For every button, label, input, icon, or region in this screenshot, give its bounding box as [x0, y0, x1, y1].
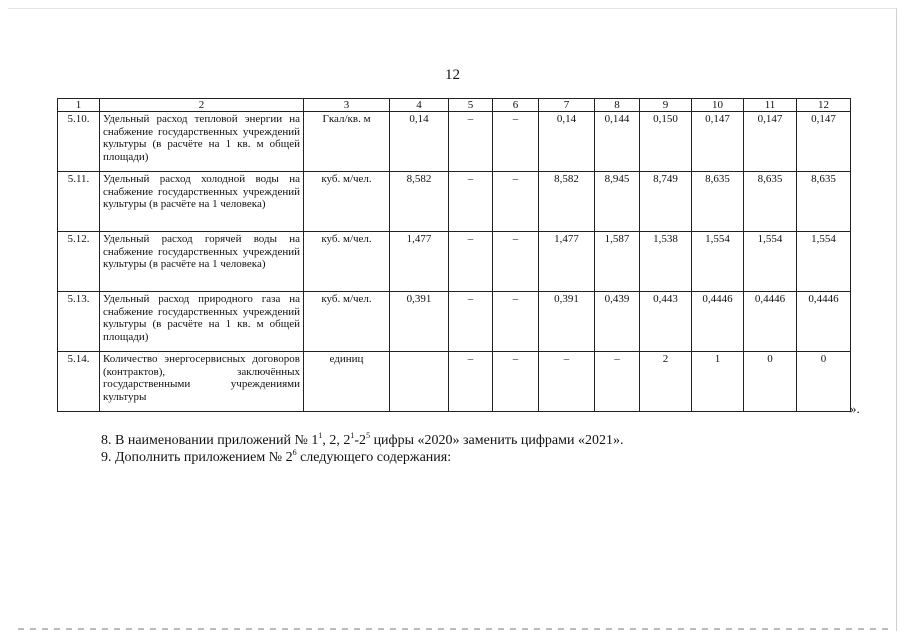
indicators-table	[57, 98, 851, 412]
unit-cell: куб. м/чел.	[304, 172, 390, 232]
value-cell: –	[493, 292, 539, 352]
value-cell: 2	[640, 352, 692, 412]
unit-cell: куб. м/чел.	[304, 292, 390, 352]
value-cell: –	[493, 172, 539, 232]
value-cell: –	[449, 172, 493, 232]
value-cell: –	[493, 232, 539, 292]
value-cell: 0	[744, 352, 797, 412]
value-cell: 1	[692, 352, 744, 412]
value-cell: 0	[797, 352, 851, 412]
value-cell: 0,4446	[744, 292, 797, 352]
value-cell: 1,477	[390, 232, 449, 292]
column-header: 12	[797, 99, 851, 112]
paragraph-9	[101, 450, 451, 466]
value-cell: 0,150	[640, 112, 692, 172]
value-cell: 0,14	[390, 112, 449, 172]
unit-cell: единиц	[304, 352, 390, 412]
value-cell: 0,14	[539, 112, 595, 172]
value-cell: 1,587	[595, 232, 640, 292]
value-cell: 8,635	[744, 172, 797, 232]
unit-cell: куб. м/чел.	[304, 232, 390, 292]
superscript: 6	[292, 448, 297, 457]
row-number: 5.11.	[58, 172, 100, 232]
value-cell: –	[595, 352, 640, 412]
table-row	[58, 172, 851, 232]
value-cell: –	[449, 232, 493, 292]
paragraph-9-text: 9. Дополнить приложением № 2	[101, 450, 293, 465]
column-header: 11	[744, 99, 797, 112]
value-cell: 8,945	[595, 172, 640, 232]
paragraph-8-text: , 2, 2	[322, 433, 351, 448]
value-cell: 1,554	[797, 232, 851, 292]
column-header: 6	[493, 99, 539, 112]
paragraph-8	[101, 433, 623, 449]
column-header: 2	[100, 99, 304, 112]
value-cell: 0,391	[539, 292, 595, 352]
column-header: 8	[595, 99, 640, 112]
value-cell: 8,749	[640, 172, 692, 232]
page-number: 12	[445, 67, 460, 83]
table-row	[58, 352, 851, 412]
paragraph-8-text: 8. В наименовании приложений № 1	[101, 433, 319, 448]
closing-quote-mark: ».	[850, 401, 860, 416]
superscript: 1	[318, 431, 323, 440]
table-row	[58, 112, 851, 172]
column-header: 1	[58, 99, 100, 112]
paragraph-9-text: следующего содержания:	[296, 450, 452, 465]
paragraph-8-text: цифры «2020» заменить цифрами «2021».	[370, 433, 624, 448]
column-header: 3	[304, 99, 390, 112]
value-cell: 8,635	[797, 172, 851, 232]
value-cell: 0,147	[797, 112, 851, 172]
value-cell: 0,391	[390, 292, 449, 352]
value-cell: 8,582	[390, 172, 449, 232]
value-cell: 1,554	[692, 232, 744, 292]
row-number: 5.12.	[58, 232, 100, 292]
indicator-name: Удельный расход холодной воды на снабжение государственных учреждений культуры (в расчёте на 1 человека)	[100, 172, 304, 232]
column-header: 5	[449, 99, 493, 112]
value-cell: –	[449, 292, 493, 352]
value-cell: –	[493, 112, 539, 172]
value-cell: –	[449, 352, 493, 412]
indicator-name: Удельный расход горячей воды на снабжение государственных учреждений культуры (в расчёте на 1 человека)	[100, 232, 304, 292]
value-cell: 0,4446	[797, 292, 851, 352]
value-cell: 1,538	[640, 232, 692, 292]
value-cell: 0,147	[744, 112, 797, 172]
column-header: 10	[692, 99, 744, 112]
header-row	[58, 99, 851, 112]
row-number: 5.14.	[58, 352, 100, 412]
scan-edge-dots	[18, 628, 888, 630]
indicator-name: Удельный расход природного газа на снабжение государственных учреждений культуры (в расчёте на 1 кв. м общей площади)	[100, 292, 304, 352]
row-number: 5.13.	[58, 292, 100, 352]
value-cell: 8,635	[692, 172, 744, 232]
unit-cell: Гкал/кв. м	[304, 112, 390, 172]
indicator-name: Удельный расход тепловой энергии на снабжение государственных учреждений культуры (в расчёте на 1 кв. м общей площади)	[100, 112, 304, 172]
value-cell: 0,4446	[692, 292, 744, 352]
value-cell	[390, 352, 449, 412]
value-cell: –	[539, 352, 595, 412]
value-cell: 1,477	[539, 232, 595, 292]
column-header: 9	[640, 99, 692, 112]
paragraph-8-text: -2	[354, 433, 367, 448]
value-cell: 0,147	[692, 112, 744, 172]
indicator-name: Количество энергосервисных договоров (контрактов), заключённых государственными учреждениями культуры	[100, 352, 304, 412]
table-row	[58, 232, 851, 292]
value-cell: 0,443	[640, 292, 692, 352]
value-cell: –	[449, 112, 493, 172]
value-cell: 0,439	[595, 292, 640, 352]
value-cell: 1,554	[744, 232, 797, 292]
value-cell: 8,582	[539, 172, 595, 232]
row-number: 5.10.	[58, 112, 100, 172]
column-header: 4	[390, 99, 449, 112]
value-cell: 0,144	[595, 112, 640, 172]
column-header: 7	[539, 99, 595, 112]
superscript: 5	[366, 431, 371, 440]
table-row	[58, 292, 851, 352]
superscript: 1	[350, 431, 355, 440]
value-cell: –	[493, 352, 539, 412]
